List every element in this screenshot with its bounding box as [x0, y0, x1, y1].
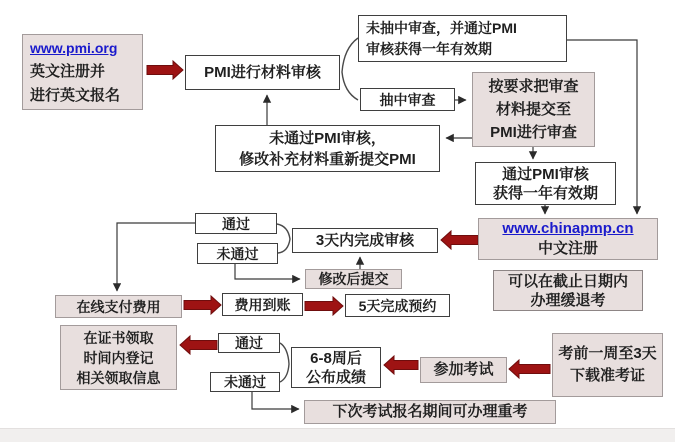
red-arrow-pass2-to-cert: [180, 336, 217, 354]
node-label: 未通过PMI审核，: [269, 129, 386, 147]
node-label: 修改后提交: [318, 271, 389, 287]
node-label: 未通过: [224, 374, 266, 390]
node-label: 在线支付费用: [76, 298, 161, 315]
node-label: 中文注册: [537, 240, 598, 257]
node-fail-2: [210, 372, 280, 392]
red-arrow-chinapmp-to-3days: [441, 231, 478, 249]
node-fee-arrived: [222, 293, 303, 316]
node-label: 在证书领取: [83, 329, 154, 346]
node-label: 办理缓退考: [530, 291, 606, 309]
node-book-5days: [345, 294, 450, 317]
pmi-org-link[interactable]: www.pmi.org: [30, 40, 118, 56]
node-fail-pmi: [215, 125, 440, 172]
node-label: 下次考试报名期间可办理重考: [332, 403, 528, 420]
node-resubmit: [305, 269, 402, 289]
node-not-sampled: [358, 15, 567, 62]
node-pmi-review: [185, 55, 340, 90]
red-arrow-pmiorg-to-review: [147, 61, 183, 79]
node-label: 未通过: [216, 245, 259, 262]
node-label: 英文注册并: [30, 63, 106, 80]
node-retake: [304, 400, 556, 424]
brace-results-fork: [280, 343, 289, 382]
brace-3days-fork: [277, 224, 290, 253]
node-pay-online: [55, 295, 182, 318]
node-label: 下载准考证: [569, 367, 645, 384]
edge-fail2-to-retake: [252, 392, 299, 409]
node-label: 3天内完成审核: [315, 231, 415, 249]
node-label: 材料提交至: [495, 101, 571, 118]
node-take-exam: [420, 357, 507, 383]
node-defer-note: [493, 270, 643, 311]
red-arrow-exam-to-results: [384, 356, 418, 374]
node-download-ticket: [552, 333, 663, 397]
node-sampled: [360, 88, 455, 111]
node-chinapmp: [478, 218, 658, 260]
node-label: 时间内登记: [83, 349, 154, 366]
node-label: 按要求把审查: [488, 78, 579, 95]
node-label: 费用到账: [234, 296, 291, 313]
node-pmi-org: [22, 34, 143, 110]
chinapmp-link[interactable]: www.chinapmp.cn: [502, 220, 634, 237]
node-label: 通过: [222, 215, 250, 232]
node-label: 可以在截止日期内: [507, 272, 628, 290]
node-label: 公布成绩: [305, 368, 366, 386]
node-label: 6-8周后: [310, 349, 362, 367]
brace-review-fork: [342, 38, 358, 100]
node-label: 获得一年有效期: [492, 184, 598, 202]
node-submit-materials: [472, 72, 595, 147]
node-label: PMI进行审查: [490, 124, 577, 141]
bottom-strip: [0, 428, 675, 442]
node-fail-1: [197, 243, 278, 264]
node-cert-info: [60, 325, 177, 390]
node-label: 相关领取信息: [76, 369, 161, 386]
node-label: 未抽中审查，并通过PMI: [366, 19, 517, 36]
node-label: PMI进行材料审核: [204, 63, 321, 81]
node-results: [291, 347, 381, 388]
node-label: 通过PMI审核: [502, 165, 589, 183]
node-label: 修改补充材料重新提交PMI: [239, 150, 416, 168]
node-pass-1: [195, 213, 277, 234]
node-label: 5天完成预约: [358, 297, 437, 314]
node-label: 考前一周至3天: [558, 345, 657, 362]
red-arrow-pay-to-fee: [184, 296, 221, 314]
edge-pass1-to-pay: [117, 223, 195, 291]
red-arrow-fee-to-book: [305, 297, 343, 315]
node-pass-2: [218, 333, 280, 353]
edge-fail1-to-resubmit: [235, 264, 300, 279]
node-review-3days: [292, 228, 438, 253]
node-pass-pmi: [475, 162, 616, 205]
node-label: 参加考试: [433, 361, 494, 378]
node-label: 进行英文报名: [30, 87, 121, 104]
node-label: 通过: [235, 335, 263, 351]
red-arrow-download-to-exam: [509, 360, 550, 378]
node-label: 审核获得一年有效期: [366, 40, 492, 57]
node-label: 抽中审查: [379, 91, 436, 108]
